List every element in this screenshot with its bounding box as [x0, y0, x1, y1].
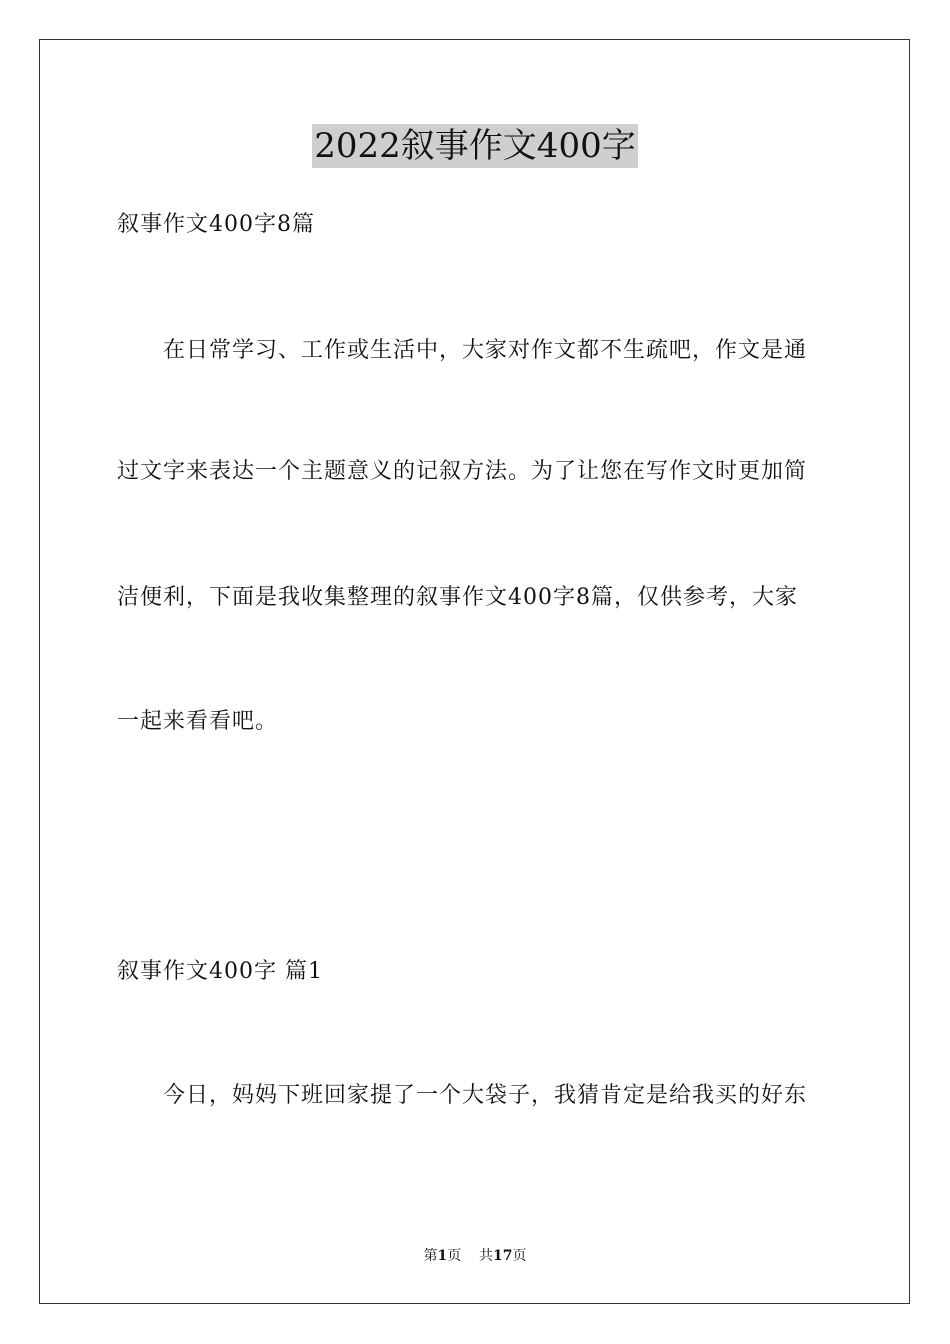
paragraph-line: 一起来看看吧。	[117, 709, 279, 734]
paragraph-line: 过文字来表达一个主题意义的记叙方法。为了让您在写作文时更加简	[117, 459, 808, 484]
page-suffix: 页	[447, 1248, 462, 1264]
title-container	[0, 124, 950, 168]
section-heading: 叙事作文400字 篇1	[117, 959, 323, 984]
document-subtitle: 叙事作文400字8篇	[117, 212, 315, 237]
page-number: 1	[437, 1248, 448, 1264]
paragraph-line: 在日常学习、工作或生活中，大家对作文都不生疏吧，作文是通	[163, 338, 808, 363]
total-pages: 17	[493, 1248, 513, 1264]
document-title: 2022叙事作文400字	[314, 126, 636, 166]
total-prefix: 共	[479, 1248, 494, 1264]
page-footer	[0, 1246, 950, 1266]
paragraph-line: 今日，妈妈下班回家提了一个大袋子，我猜肯定是给我买的好东	[163, 1083, 808, 1108]
paragraph-line: 洁便利，下面是我收集整理的叙事作文400字8篇，仅供参考，大家	[117, 585, 798, 610]
total-suffix: 页	[512, 1248, 527, 1264]
page-prefix: 第	[423, 1248, 438, 1264]
